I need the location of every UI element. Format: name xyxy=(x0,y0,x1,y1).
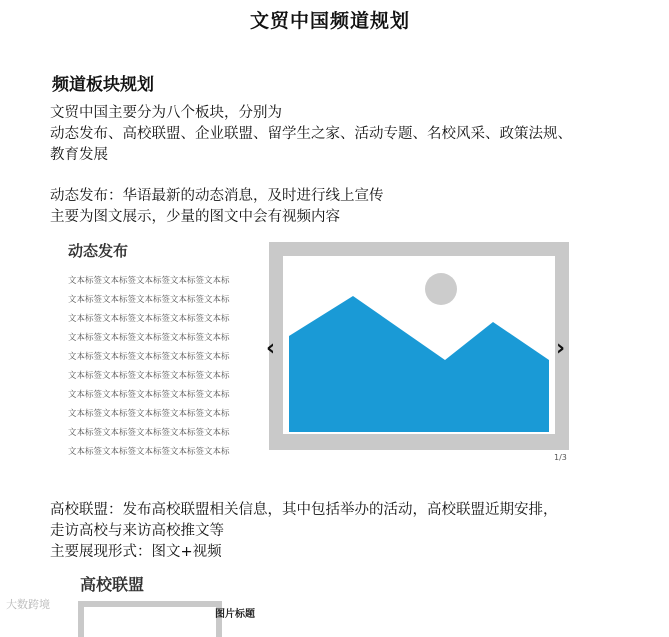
mockup-text-line: 文本标签文本标签文本标签文本标签文本标 xyxy=(68,314,230,324)
carousel-image-placeholder xyxy=(283,256,555,434)
mockup-text-line: 文本标签文本标签文本标签文本标签文本标 xyxy=(68,295,230,305)
alliance-image-frame xyxy=(78,601,222,637)
sun-icon xyxy=(425,273,457,305)
carousel-prev-icon[interactable]: ‹ xyxy=(266,336,276,361)
intro-line: 文贸中国主要分为八个板块，分别为 xyxy=(50,105,282,121)
carousel-next-icon[interactable]: › xyxy=(556,336,566,361)
mockup-text-line: 文本标签文本标签文本标签文本标签文本标 xyxy=(68,409,230,419)
alliance-line: 高校联盟：发布高校联盟相关信息，其中包括举办的活动，高校联盟近期安排， xyxy=(50,502,558,518)
mockup-text-line: 文本标签文本标签文本标签文本标签文本标 xyxy=(68,390,230,400)
intro-line: 教育发展 xyxy=(50,147,108,163)
mockup-text-line: 文本标签文本标签文本标签文本标签文本标 xyxy=(68,333,230,343)
mockup-dynamic-title: 动态发布 xyxy=(68,242,129,260)
document-title: 文贸中国频道规划 xyxy=(249,10,410,32)
mockup-text-list xyxy=(68,272,230,462)
mockup-text-line: 文本标签文本标签文本标签文本标签文本标 xyxy=(68,352,230,362)
intro-line: 动态发布、高校联盟、企业联盟、留学生之家、活动专题、名校风采、政策法规、 xyxy=(50,126,572,142)
mockup-text-line: 文本标签文本标签文本标签文本标签文本标 xyxy=(68,428,230,438)
section-heading: 频道板块规划 xyxy=(52,75,154,95)
mockup-text-line: 文本标签文本标签文本标签文本标签文本标 xyxy=(68,447,230,457)
mockup-alliance-title: 高校联盟 xyxy=(80,575,145,594)
mountain-icon xyxy=(289,296,549,432)
dynamic-line: 动态发布：华语最新的动态消息，及时进行线上宣传 xyxy=(50,188,384,204)
alliance-image-caption: 图片标题 xyxy=(215,609,255,620)
watermark-text: 大数跨境 xyxy=(6,598,50,611)
alliance-line: 主要展现形式：图文+视频 xyxy=(50,544,222,560)
dynamic-line: 主要为图文展示，少量的图文中会有视频内容 xyxy=(50,209,340,225)
dynamic-paragraph xyxy=(50,186,384,228)
carousel-counter: 1/3 xyxy=(554,453,567,462)
alliance-line: 走访高校与来访高校推文等 xyxy=(50,523,224,539)
image-placeholder-icon xyxy=(283,256,555,434)
intro-paragraph xyxy=(50,103,572,166)
alliance-paragraph xyxy=(50,500,558,563)
mockup-text-line: 文本标签文本标签文本标签文本标签文本标 xyxy=(68,371,230,381)
mockup-text-line: 文本标签文本标签文本标签文本标签文本标 xyxy=(68,276,230,286)
